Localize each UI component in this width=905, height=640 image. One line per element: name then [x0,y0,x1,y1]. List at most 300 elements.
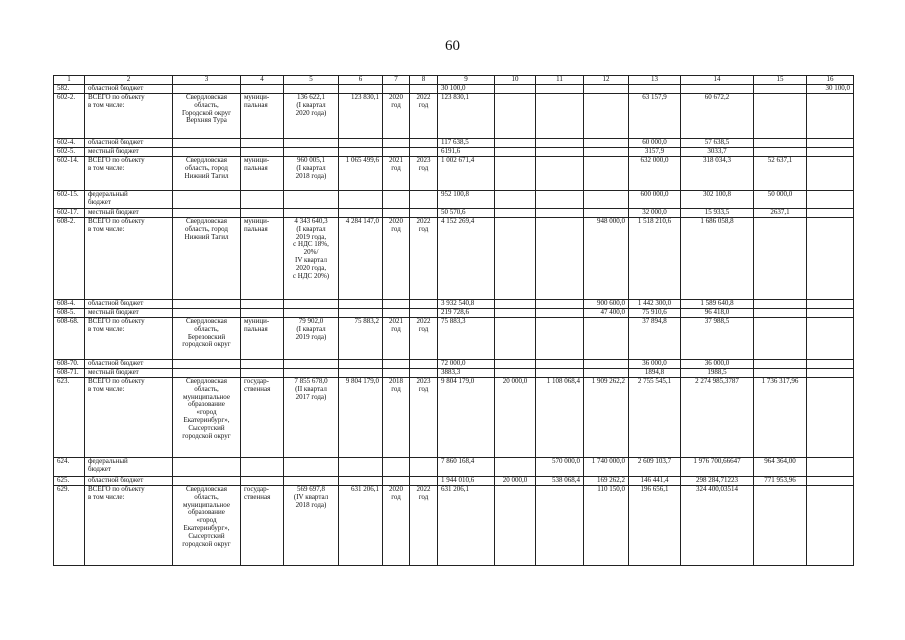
financing-2023-cell [754,218,807,300]
total-cost-cell [339,369,383,378]
location-cell [173,85,241,94]
ownership-cell: муници- пальная [241,218,284,300]
header-cell-12: 12 [584,76,629,85]
financing-2019-cell [536,486,584,566]
financing-2020-cell [584,139,629,148]
total-financing-cell: 30 100,0 [438,85,495,94]
start-year-cell: 2020 год [383,94,410,139]
start-year-cell [383,360,410,369]
financing-2021-cell: 146 441,4 [629,477,681,486]
location-cell [173,191,241,209]
location-cell [173,300,241,309]
financing-2019-cell [536,139,584,148]
estimated-cost-cell: 7 855 678,0 (II квартал 2017 года) [284,378,339,458]
financing-2024-cell [807,218,854,300]
location-cell [173,148,241,157]
estimated-cost-cell [284,360,339,369]
row-title-cell: областной бюджет [85,139,173,148]
financing-2021-cell: 3157,9 [629,148,681,157]
start-year-cell [383,209,410,218]
total-cost-cell: 123 830,1 [339,94,383,139]
location-cell: Свердловская область, город Нижний Тагил [173,218,241,300]
ownership-cell [241,139,284,148]
financing-2024-cell [807,458,854,477]
row-number-cell: 608-70. [54,360,85,369]
start-year-cell [383,191,410,209]
financing-2023-cell [754,309,807,318]
row-title-cell: местный бюджет [85,369,173,378]
total-financing-cell: 6191,6 [438,148,495,157]
financing-2019-cell [536,157,584,191]
start-year-cell: 2018 год [383,378,410,458]
table-row [54,378,854,458]
financing-2022-cell: 36 000,0 [681,360,754,369]
row-number-cell: 602-17. [54,209,85,218]
row-title-cell: ВСЕГО по объекту в том числе: [85,318,173,360]
total-financing-cell: 3 932 540,8 [438,300,495,309]
financing-2020-cell [584,369,629,378]
total-cost-cell: 75 883,2 [339,318,383,360]
ownership-cell [241,148,284,157]
financing-2021-cell: 75 910,6 [629,309,681,318]
row-number-cell: 623. [54,378,85,458]
start-year-cell [383,85,410,94]
table-row [54,477,854,486]
financing-2022-cell: 96 418,0 [681,309,754,318]
start-year-cell: 2020 год [383,218,410,300]
financing-2024-cell [807,139,854,148]
financing-2024-cell [807,369,854,378]
end-year-cell [410,85,438,94]
header-cell-13: 13 [629,76,681,85]
location-cell: Свердловская область, Городской округ Верхняя Тура [173,94,241,139]
row-title-cell: федеральный бюджет [85,458,173,477]
table-row [54,300,854,309]
location-cell [173,477,241,486]
row-number-cell: 602-15. [54,191,85,209]
estimated-cost-cell [284,191,339,209]
financing-2018-cell [495,369,536,378]
total-financing-cell: 123 830,1 [438,94,495,139]
location-cell [173,309,241,318]
financing-2024-cell [807,300,854,309]
financing-2022-cell: 37 988,5 [681,318,754,360]
start-year-cell [383,139,410,148]
table-row [54,360,854,369]
estimated-cost-cell: 136 622,1 (I квартал 2020 года) [284,94,339,139]
start-year-cell: 2020 год [383,486,410,566]
header-cell-9: 9 [438,76,495,85]
financing-2024-cell [807,148,854,157]
table-row [54,318,854,360]
financing-2024-cell [807,309,854,318]
end-year-cell: 2022 год [410,318,438,360]
page-number: 60 [445,38,460,54]
financing-2022-cell: 2 274 985,3787 [681,378,754,458]
financing-2023-cell [754,139,807,148]
estimated-cost-cell: 4 343 640,3 (I квартал 2019 года, с НДС 18%, 20%/ IV квартал 2020 года, с НДС 20%) [284,218,339,300]
financing-2022-cell: 3033,7 [681,148,754,157]
header-row [54,76,854,85]
financing-2018-cell [495,360,536,369]
end-year-cell: 2023 год [410,157,438,191]
financing-2019-cell [536,218,584,300]
location-cell: Свердловская область, Березовский городской округ [173,318,241,360]
total-financing-cell: 7 860 168,4 [438,458,495,477]
end-year-cell: 2023 год [410,378,438,458]
financing-2024-cell [807,360,854,369]
table-row [54,139,854,148]
financing-2019-cell [536,94,584,139]
end-year-cell [410,458,438,477]
financing-2019-cell [536,369,584,378]
header-cell-4: 4 [241,76,284,85]
estimated-cost-cell [284,209,339,218]
financing-2024-cell [807,486,854,566]
row-title-cell: местный бюджет [85,209,173,218]
financing-2024-cell [807,378,854,458]
financing-2021-cell: 1894,8 [629,369,681,378]
total-cost-cell: 9 804 179,0 [339,378,383,458]
financing-2018-cell [495,139,536,148]
financing-2018-cell [495,486,536,566]
total-financing-cell: 631 206,1 [438,486,495,566]
header-cell-16: 16 [807,76,854,85]
financing-2023-cell [754,94,807,139]
table-row [54,85,854,94]
header-cell-1: 1 [54,76,85,85]
financing-2019-cell [536,300,584,309]
financing-2023-cell: 52 637,1 [754,157,807,191]
total-cost-cell [339,309,383,318]
financing-2018-cell [495,94,536,139]
ownership-cell [241,458,284,477]
financing-2021-cell: 2 755 545,1 [629,378,681,458]
financing-2020-cell [584,85,629,94]
row-title-cell: местный бюджет [85,309,173,318]
total-cost-cell [339,300,383,309]
row-number-cell: 608-5. [54,309,85,318]
start-year-cell [383,309,410,318]
row-number-cell: 582. [54,85,85,94]
row-title-cell: ВСЕГО по объекту в том числе: [85,157,173,191]
financing-2018-cell [495,148,536,157]
ownership-cell [241,309,284,318]
financing-2018-cell [495,85,536,94]
financing-2023-cell [754,148,807,157]
row-title-cell: федеральный бюджет [85,191,173,209]
table-row [54,94,854,139]
start-year-cell [383,300,410,309]
financing-2018-cell: 20 000,0 [495,378,536,458]
header-cell-6: 6 [339,76,383,85]
estimated-cost-cell: 569 697,8 (IV квартал 2018 года) [284,486,339,566]
row-number-cell: 608-4. [54,300,85,309]
header-cell-15: 15 [754,76,807,85]
total-financing-cell: 219 728,6 [438,309,495,318]
row-title-cell: ВСЕГО по объекту в том числе: [85,94,173,139]
table-row [54,309,854,318]
financing-2024-cell [807,94,854,139]
financing-2023-cell: 771 953,96 [754,477,807,486]
financing-2021-cell: 37 894,8 [629,318,681,360]
financing-2022-cell: 1 976 700,66647 [681,458,754,477]
total-cost-cell [339,458,383,477]
start-year-cell [383,369,410,378]
financing-2020-cell: 47 400,0 [584,309,629,318]
financing-2024-cell [807,209,854,218]
total-cost-cell [339,85,383,94]
total-financing-cell: 72 000,0 [438,360,495,369]
start-year-cell: 2021 год [383,318,410,360]
financing-2019-cell [536,360,584,369]
estimated-cost-cell: 960 005,1 (I квартал 2018 года) [284,157,339,191]
financing-2024-cell [807,477,854,486]
start-year-cell: 2021 год [383,157,410,191]
header-cell-8: 8 [410,76,438,85]
table-row [54,458,854,477]
end-year-cell [410,191,438,209]
row-number-cell: 602-4. [54,139,85,148]
ownership-cell [241,209,284,218]
financing-2018-cell [495,458,536,477]
table-row [54,148,854,157]
header-cell-5: 5 [284,76,339,85]
financing-2019-cell: 1 108 068,4 [536,378,584,458]
financing-2023-cell: 2637,1 [754,209,807,218]
table-row [54,369,854,378]
ownership-cell [241,191,284,209]
financing-2022-cell: 302 100,8 [681,191,754,209]
location-cell [173,139,241,148]
total-financing-cell: 1 002 671,4 [438,157,495,191]
total-cost-cell [339,360,383,369]
financing-2021-cell: 196 656,1 [629,486,681,566]
row-number-cell: 608-71. [54,369,85,378]
table-row [54,191,854,209]
financing-2021-cell: 1 518 210,6 [629,218,681,300]
financing-2022-cell: 318 034,3 [681,157,754,191]
total-cost-cell [339,209,383,218]
end-year-cell: 2022 год [410,486,438,566]
row-number-cell: 624. [54,458,85,477]
table-row [54,157,854,191]
ownership-cell [241,300,284,309]
total-financing-cell: 9 804 179,0 [438,378,495,458]
table-row [54,486,854,566]
financing-2020-cell: 1 740 000,0 [584,458,629,477]
row-number-cell: 625. [54,477,85,486]
ownership-cell: муници- пальная [241,94,284,139]
financing-2024-cell: 30 100,0 [807,85,854,94]
end-year-cell [410,360,438,369]
financing-2020-cell: 900 600,0 [584,300,629,309]
total-financing-cell: 75 883,3 [438,318,495,360]
financing-2019-cell [536,309,584,318]
total-financing-cell: 1 944 010,6 [438,477,495,486]
financing-2021-cell: 2 609 103,7 [629,458,681,477]
financing-2023-cell [754,318,807,360]
financing-2022-cell [681,85,754,94]
location-cell: Свердловская область, муниципальное образование «город Екатеринбург», Сысертский городской округ [173,378,241,458]
financing-2019-cell [536,318,584,360]
financing-2019-cell [536,85,584,94]
end-year-cell [410,369,438,378]
location-cell: Свердловская область, город Нижний Тагил [173,157,241,191]
row-title-cell: областной бюджет [85,477,173,486]
financing-2018-cell [495,300,536,309]
header-cell-11: 11 [536,76,584,85]
estimated-cost-cell [284,477,339,486]
financing-2020-cell [584,318,629,360]
header-cell-10: 10 [495,76,536,85]
end-year-cell [410,300,438,309]
total-financing-cell: 952 100,8 [438,191,495,209]
financing-2020-cell: 169 262,2 [584,477,629,486]
financing-2022-cell: 15 933,5 [681,209,754,218]
end-year-cell [410,148,438,157]
start-year-cell [383,477,410,486]
estimated-cost-cell [284,309,339,318]
location-cell [173,209,241,218]
header-cell-2: 2 [85,76,173,85]
row-title-cell: ВСЕГО по объекту в том числе: [85,486,173,566]
financing-2024-cell [807,318,854,360]
financing-2020-cell [584,209,629,218]
financing-2023-cell: 1 736 317,96 [754,378,807,458]
table-row [54,209,854,218]
location-cell: Свердловская область, муниципальное образование «город Екатеринбург», Сысертский городской округ [173,486,241,566]
ownership-cell: государ- ственная [241,486,284,566]
total-financing-cell: 3883,3 [438,369,495,378]
financing-2023-cell [754,360,807,369]
financing-2023-cell [754,85,807,94]
row-number-cell: 602-14. [54,157,85,191]
end-year-cell: 2022 год [410,218,438,300]
total-cost-cell [339,191,383,209]
financing-2020-cell [584,360,629,369]
financing-2021-cell [629,85,681,94]
financing-2019-cell: 538 068,4 [536,477,584,486]
row-title-cell: местный бюджет [85,148,173,157]
financing-2021-cell: 600 000,0 [629,191,681,209]
ownership-cell [241,477,284,486]
financing-2020-cell: 110 150,0 [584,486,629,566]
financing-2024-cell [807,191,854,209]
financing-2021-cell: 63 157,9 [629,94,681,139]
financing-2021-cell: 1 442 300,0 [629,300,681,309]
estimated-cost-cell [284,148,339,157]
financing-2021-cell: 60 000,0 [629,139,681,148]
financing-2020-cell [584,191,629,209]
financing-2024-cell [807,157,854,191]
estimated-cost-cell [284,300,339,309]
total-financing-cell: 50 570,6 [438,209,495,218]
financing-2018-cell [495,209,536,218]
start-year-cell [383,148,410,157]
financing-2022-cell: 57 638,5 [681,139,754,148]
end-year-cell [410,477,438,486]
table-row [54,218,854,300]
start-year-cell [383,458,410,477]
total-cost-cell [339,148,383,157]
location-cell [173,360,241,369]
financing-2019-cell [536,191,584,209]
location-cell [173,369,241,378]
financing-2018-cell [495,309,536,318]
total-cost-cell [339,477,383,486]
financing-2020-cell [584,94,629,139]
total-cost-cell: 1 065 499,6 [339,157,383,191]
financing-2018-cell [495,318,536,360]
financing-2018-cell [495,157,536,191]
financing-2022-cell: 60 672,2 [681,94,754,139]
ownership-cell [241,85,284,94]
financing-2021-cell: 36 000,0 [629,360,681,369]
financing-2023-cell: 964 364,00 [754,458,807,477]
ownership-cell: муници- пальная [241,157,284,191]
row-title-cell: ВСЕГО по объекту в том числе: [85,218,173,300]
total-cost-cell: 4 284 147,0 [339,218,383,300]
header-cell-3: 3 [173,76,241,85]
financing-2022-cell: 298 284,71223 [681,477,754,486]
financing-2022-cell: 1 686 058,8 [681,218,754,300]
row-title-cell: областной бюджет [85,85,173,94]
row-number-cell: 602-2. [54,94,85,139]
end-year-cell [410,139,438,148]
estimated-cost-cell [284,85,339,94]
financing-2023-cell [754,486,807,566]
row-title-cell: областной бюджет [85,300,173,309]
total-financing-cell: 4 152 269,4 [438,218,495,300]
financing-2022-cell: 1988,5 [681,369,754,378]
total-cost-cell [339,139,383,148]
row-title-cell: ВСЕГО по объекту в том числе: [85,378,173,458]
financing-2018-cell: 20 000,0 [495,477,536,486]
row-title-cell: областной бюджет [85,360,173,369]
financing-2022-cell: 1 589 640,8 [681,300,754,309]
financing-2019-cell: 570 000,0 [536,458,584,477]
financing-2023-cell: 50 000,0 [754,191,807,209]
total-financing-cell: 117 638,5 [438,139,495,148]
financing-2022-cell: 324 400,03514 [681,486,754,566]
estimated-cost-cell: 79 902,0 (I квартал 2019 года) [284,318,339,360]
end-year-cell: 2022 год [410,94,438,139]
financing-2020-cell: 1 909 262,2 [584,378,629,458]
estimated-cost-cell [284,369,339,378]
financing-2018-cell [495,191,536,209]
ownership-cell [241,369,284,378]
financing-2021-cell: 632 000,0 [629,157,681,191]
financing-2019-cell [536,148,584,157]
budget-table [53,75,854,566]
row-number-cell: 608-68. [54,318,85,360]
ownership-cell [241,360,284,369]
end-year-cell [410,309,438,318]
financing-2023-cell [754,300,807,309]
estimated-cost-cell [284,139,339,148]
financing-2021-cell: 32 000,0 [629,209,681,218]
end-year-cell [410,209,438,218]
estimated-cost-cell [284,458,339,477]
header-cell-7: 7 [383,76,410,85]
location-cell [173,458,241,477]
total-cost-cell: 631 206,1 [339,486,383,566]
row-number-cell: 629. [54,486,85,566]
ownership-cell: муници- пальная [241,318,284,360]
ownership-cell: государ- ственная [241,378,284,458]
financing-2023-cell [754,369,807,378]
